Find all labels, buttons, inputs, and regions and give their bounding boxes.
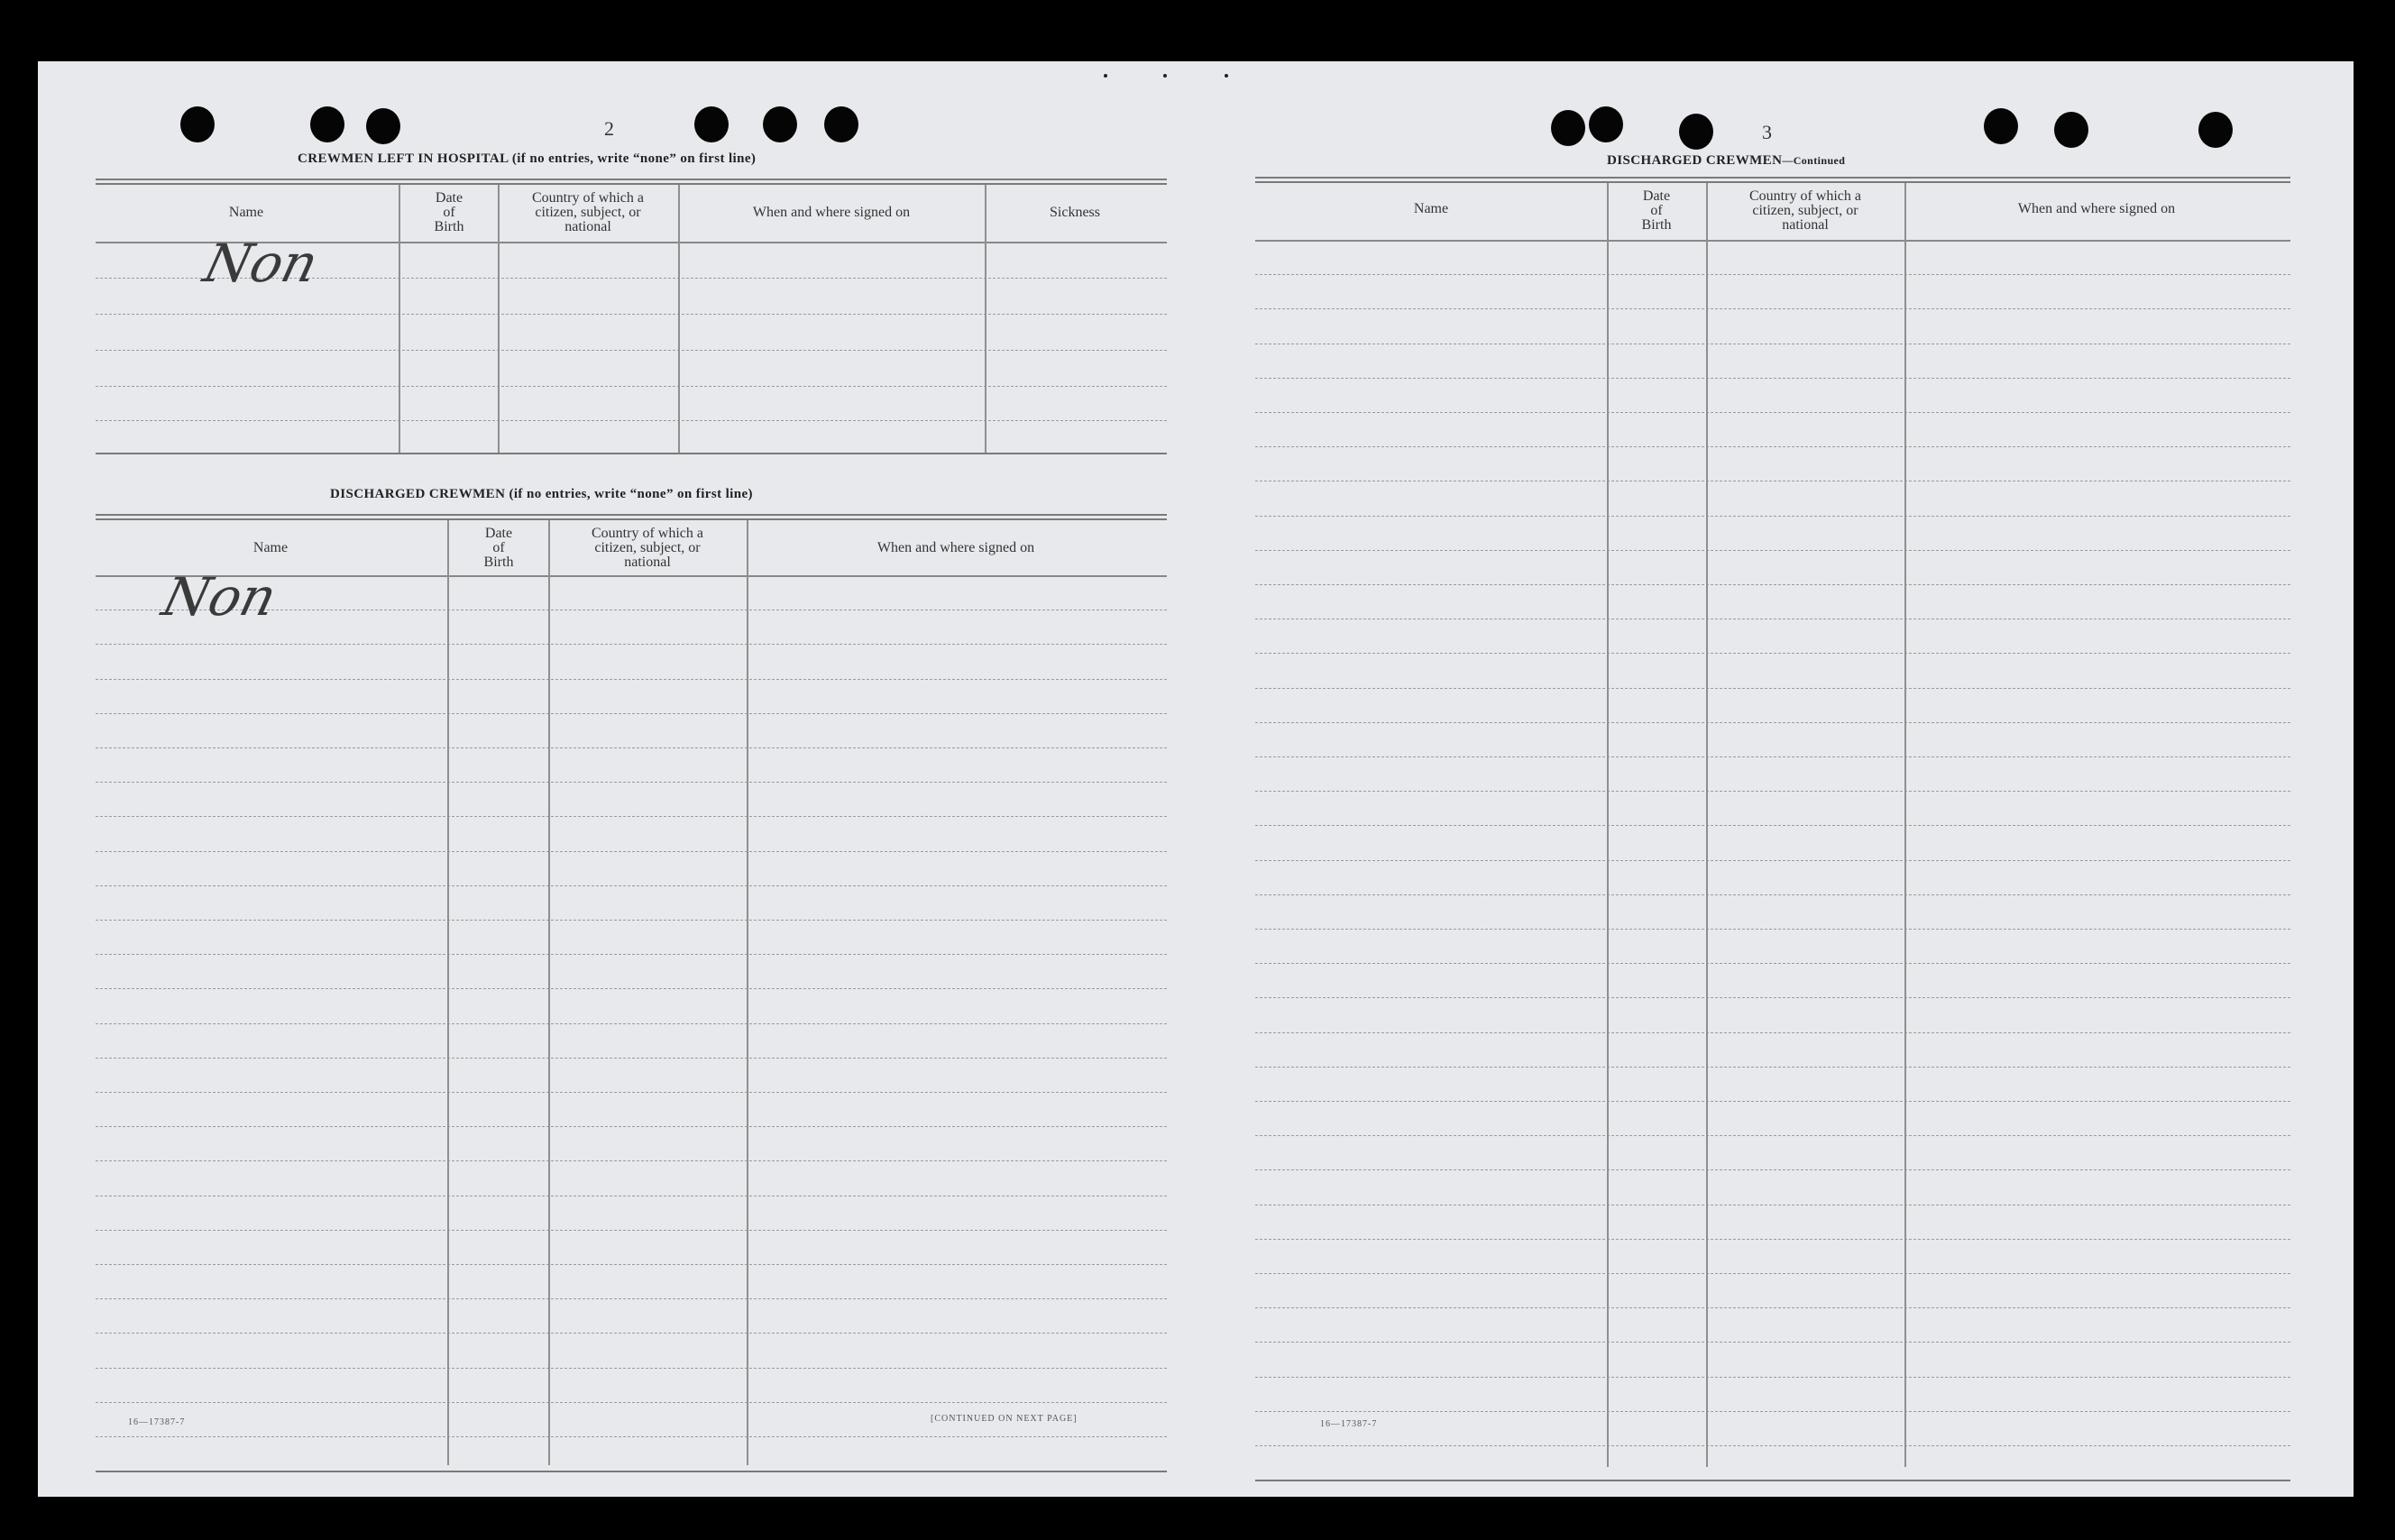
table-row-line [1255, 929, 2290, 930]
table-row-line [96, 644, 1167, 645]
discharged-table-top-rule [96, 518, 1167, 520]
discharged-col-divider [747, 520, 748, 1465]
hospital-handwritten-entry: Non [197, 233, 325, 294]
hospital-col-name: Name [228, 205, 264, 220]
table-row-line [1255, 1169, 2290, 1170]
discharged-col-country: Country of which a citizen, subject, or national [592, 526, 703, 570]
continued-col-divider [1706, 183, 1708, 1467]
hospital-row-line [96, 386, 1167, 387]
table-row-line [1255, 825, 2290, 826]
continued-note: [CONTINUED ON NEXT PAGE] [931, 1414, 1078, 1424]
hospital-col-divider [678, 185, 680, 453]
table-row-line [1255, 1273, 2290, 1274]
discharged-handwritten-entry: Non [156, 566, 283, 628]
table-row-line [96, 851, 1167, 852]
table-row-line [96, 954, 1167, 955]
table-row-line [1255, 516, 2290, 517]
hospital-table-bottom-rule [96, 453, 1167, 454]
continued-table-top-rule [1255, 181, 2290, 183]
table-row-line [96, 1160, 1167, 1161]
table-row-line [1255, 584, 2290, 585]
form-number: 16—17387-7 [1320, 1419, 1378, 1429]
table-row-line [1255, 756, 2290, 757]
table-row-line [1255, 1342, 2290, 1343]
title-main: DISCHARGED CREWMEN [1607, 153, 1783, 168]
title-suffix: —Continued [1782, 154, 1846, 167]
discharged-section-title: DISCHARGED CREWMEN (if no entries, write “none” on first line) [330, 487, 753, 501]
continued-col-divider [1607, 183, 1609, 1467]
hospital-col-sickness: Sickness [1050, 205, 1100, 220]
hospital-row-line [96, 314, 1167, 315]
table-row-line [1255, 1445, 2290, 1446]
discharged-col-signed-on: When and where signed on [876, 540, 1035, 555]
table-row-line [96, 713, 1167, 714]
table-row-line [96, 816, 1167, 817]
table-row-line [96, 1023, 1167, 1024]
right-page [1192, 61, 2354, 1497]
table-row-line [96, 920, 1167, 921]
table-bottom-rule [96, 1471, 1167, 1472]
table-row-line [96, 1264, 1167, 1265]
table-row-line [1255, 963, 2290, 964]
hospital-section-title: CREWMEN LEFT IN HOSPITAL (if no entries, write “none” on first line) [298, 151, 757, 166]
table-row-line [1255, 1411, 2290, 1412]
table-row-line [1255, 1377, 2290, 1378]
table-row-line [96, 1058, 1167, 1059]
form-number: 16—17387-7 [128, 1417, 186, 1427]
table-row-line [1255, 860, 2290, 861]
table-row-line [1255, 274, 2290, 275]
hospital-table-top-rule [96, 179, 1167, 180]
page-number: 3 [1762, 121, 1772, 143]
discharged-col-divider [548, 520, 550, 1465]
form-sheet [38, 61, 2354, 1497]
table-row-line [1255, 688, 2290, 689]
discharged-col-divider [447, 520, 449, 1465]
continued-col-divider [1904, 183, 1906, 1467]
table-row-line [96, 747, 1167, 748]
table-row-line [1255, 1239, 2290, 1240]
table-row-line [1255, 1067, 2290, 1068]
table-row-line [96, 1436, 1167, 1437]
table-row-line [1255, 446, 2290, 447]
table-row-line [96, 1298, 1167, 1299]
discharged-continued-title [1607, 153, 1845, 169]
table-row-line [1255, 894, 2290, 895]
table-row-line [1255, 722, 2290, 723]
page-number: 2 [604, 117, 614, 140]
hospital-col-signed-on: When and where signed on [752, 205, 911, 220]
continued-col-name: Name [1413, 201, 1449, 216]
table-row-line [1255, 550, 2290, 551]
hospital-col-divider [985, 185, 986, 453]
table-row-line [96, 1230, 1167, 1231]
table-row-line [96, 1333, 1167, 1334]
discharged-col-name: Name [252, 540, 289, 555]
table-row-line [1255, 1101, 2290, 1102]
table-row-line [96, 679, 1167, 680]
table-row-line [96, 1092, 1167, 1093]
table-row-line [1255, 1032, 2290, 1033]
continued-col-signed-on: When and where signed on [2017, 201, 2176, 216]
left-page [38, 61, 1174, 1497]
table-row-line [96, 782, 1167, 783]
table-row-line [1255, 791, 2290, 792]
continued-table-top-rule [1255, 177, 2290, 179]
continued-col-country: Country of which a citizen, subject, or national [1749, 188, 1861, 233]
hospital-col-divider [399, 185, 400, 453]
table-row-line [1255, 653, 2290, 654]
table-row-line [1255, 308, 2290, 309]
hospital-col-divider [498, 185, 500, 453]
discharged-table-top-rule [96, 514, 1167, 516]
continued-header-rule [1255, 240, 2290, 242]
table-row-line [1255, 1307, 2290, 1308]
table-row-line [1255, 997, 2290, 998]
discharged-col-dob: Date of Birth [483, 526, 514, 570]
table-row-line [96, 1368, 1167, 1369]
continued-col-dob: Date of Birth [1641, 188, 1672, 233]
hospital-col-country: Country of which a citizen, subject, or national [532, 190, 644, 234]
table-bottom-rule [1255, 1480, 2290, 1481]
table-row-line [96, 1126, 1167, 1127]
hospital-col-dob: Date of Birth [434, 190, 464, 234]
table-row-line [96, 885, 1167, 886]
table-row-line [1255, 378, 2290, 379]
table-row-line [1255, 412, 2290, 413]
hospital-row-line [96, 420, 1167, 421]
table-row-line [96, 1402, 1167, 1403]
hospital-row-line [96, 350, 1167, 351]
hospital-table-top-rule [96, 183, 1167, 185]
table-row-line [96, 988, 1167, 989]
table-row-line [1255, 1135, 2290, 1136]
